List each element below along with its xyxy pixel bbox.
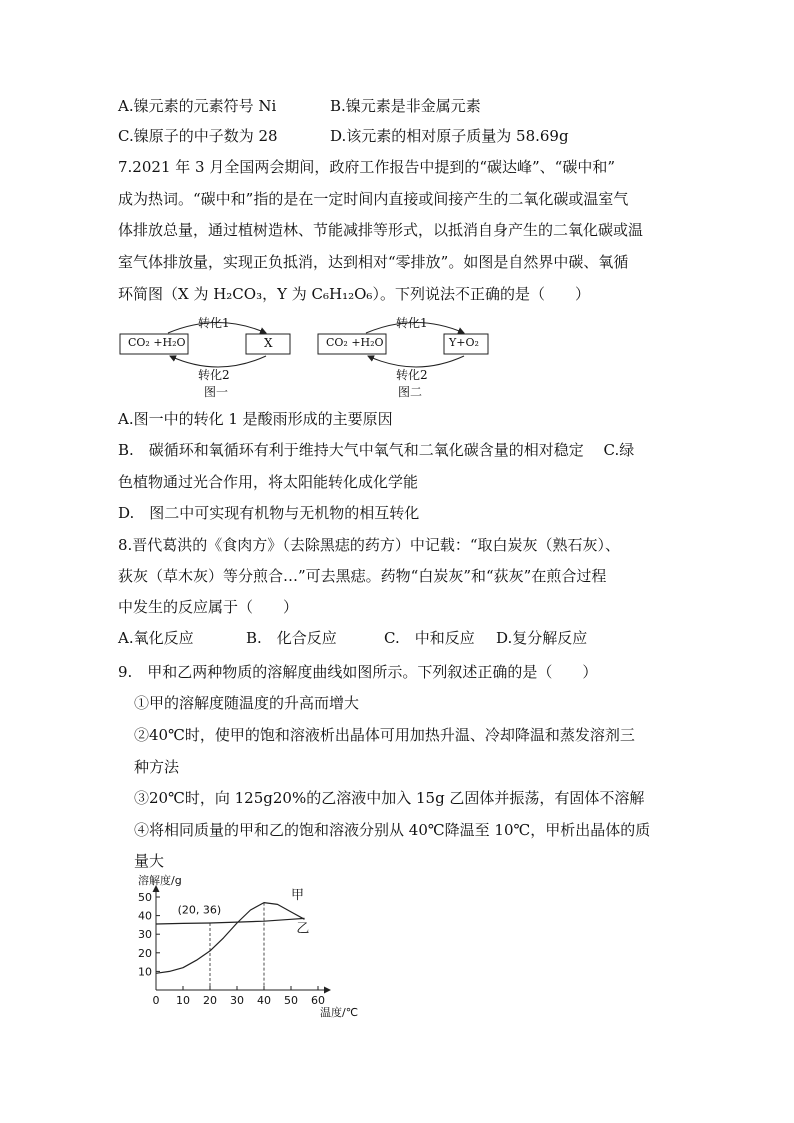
y-tick-label: 20: [138, 946, 152, 960]
point-annotation: (20, 36): [177, 903, 222, 917]
q7-stem-line-1: 7.2021 年 3 月全国两会期间，政府工作报告中提到的“碳达峰”、“碳中和”: [118, 158, 616, 176]
q9-stem: 9. 甲和乙两种物质的溶解度曲线如图所示。下列叙述正确的是（ ）: [118, 663, 598, 681]
q6-option-b: B.镍元素是非金属元素: [330, 97, 481, 115]
q7-stem-line-3: 体排放总量，通过植树造林、节能减排等形式，以抵消自身产生的二氧化碳或温: [118, 221, 644, 239]
q7-option-a: A.图一中的转化 1 是酸雨形成的主要原因: [118, 410, 393, 428]
fig1-left-label: CO₂ +H₂O: [128, 336, 186, 349]
q9-statement-3: ③20℃时，向 125g20%的乙溶液中加入 15g 乙固体并振荡，有固体不溶解: [134, 789, 645, 807]
q8-stem-line-1: 8.晋代葛洪的《食肉方》（去除黑痣的药方）中记载：“取白炭灰（熟石灰）、: [118, 536, 620, 554]
q8-stem-line-3: 中发生的反应属于（ ）: [118, 598, 299, 616]
q7-stem-line-2: 成为热词。“碳中和”指的是在一定时间内直接或间接产生的二氧化碳或温室气: [118, 190, 629, 208]
x-tick-label: 60: [311, 994, 325, 1007]
fig2-caption: 图二: [398, 385, 423, 399]
y-tick-label: 40: [138, 909, 152, 923]
q9-statement-4b: 量大: [134, 852, 165, 870]
q7-option-b: B. 碳循环和氧循环有利于维持大气中氧气和二氧化碳含量的相对稳定 C.绿: [118, 441, 635, 459]
q6-option-c: C.镍原子的中子数为 28: [118, 127, 278, 145]
x-axis-label: 温度/℃: [320, 1006, 359, 1019]
fig2-bottom-label: 转化2: [396, 368, 428, 382]
q8-option-a: A.氧化反应: [118, 629, 194, 647]
q8-stem-line-2: 荻灰（草木灰）等分煎合…”可去黑痣。药物“白炭灰”和“荻灰”在煎合过程: [118, 567, 607, 585]
x-tick-label: 30: [230, 994, 244, 1007]
fig1-caption: 图一: [204, 385, 229, 399]
x-tick-label: 40: [257, 994, 271, 1007]
y-axis-label: 溶解度/g: [138, 874, 182, 887]
y-tick-label: 50: [138, 891, 152, 904]
q9-statement-2b: 种方法: [134, 758, 180, 776]
y-tick-label: 30: [138, 928, 152, 942]
q8-option-b: B. 化合反应: [246, 629, 337, 647]
q9-statement-4a: ④将相同质量的甲和乙的饱和溶液分别从 40℃降温至 10℃，甲析出晶体的质: [134, 821, 651, 839]
q7-option-d: D. 图二中可实现有机物与无机物的相互转化: [118, 504, 420, 522]
x-tick-label: 10: [176, 994, 190, 1007]
y-tick-label: 10: [138, 965, 152, 979]
fig1-top-label: 转化1: [198, 316, 230, 330]
fig1-bottom-label: 转化2: [198, 368, 230, 382]
fig1-right-label: X: [264, 336, 273, 350]
q8-option-d: D.复分解反应: [496, 629, 588, 647]
x-tick-label: 0: [152, 994, 160, 1007]
series-label-jia: 甲: [291, 887, 305, 903]
q7-stem-line-4: 室气体排放量，实现正负抵消，达到相对“零排放”。如图是自然界中碳、氧循: [118, 253, 629, 271]
solubility-chart: [130, 872, 380, 1022]
q6-option-d: D.该元素的相对原子质量为 58.69g: [330, 127, 569, 145]
series-line-yi: [156, 918, 305, 924]
x-tick-label: 20: [203, 994, 217, 1007]
series-label-yi: 乙: [296, 921, 310, 937]
q7-stem-line-5: 环简图（X 为 H₂CO₃，Y 为 C₆H₁₂O₆）。下列说法不正确的是（ ）: [118, 285, 590, 303]
fig2-left-label: CO₂ +H₂O: [326, 336, 384, 349]
q9-statement-1: ①甲的溶解度随温度的升高而增大: [134, 694, 360, 712]
q9-statement-2a: ②40℃时，使甲的饱和溶液析出晶体可用加热升温、冷却降温和蒸发溶剂三: [134, 726, 635, 744]
q6-option-a: A.镍元素的元素符号 Ni: [118, 97, 277, 115]
x-tick-label: 50: [284, 994, 298, 1007]
q7-option-c: 色植物通过光合作用，将太阳能转化成化学能: [118, 473, 419, 491]
q8-option-c: C. 中和反应: [384, 629, 475, 647]
fig2-top-label: 转化1: [396, 316, 428, 330]
fig2-right-label: Y+O₂: [449, 336, 479, 349]
